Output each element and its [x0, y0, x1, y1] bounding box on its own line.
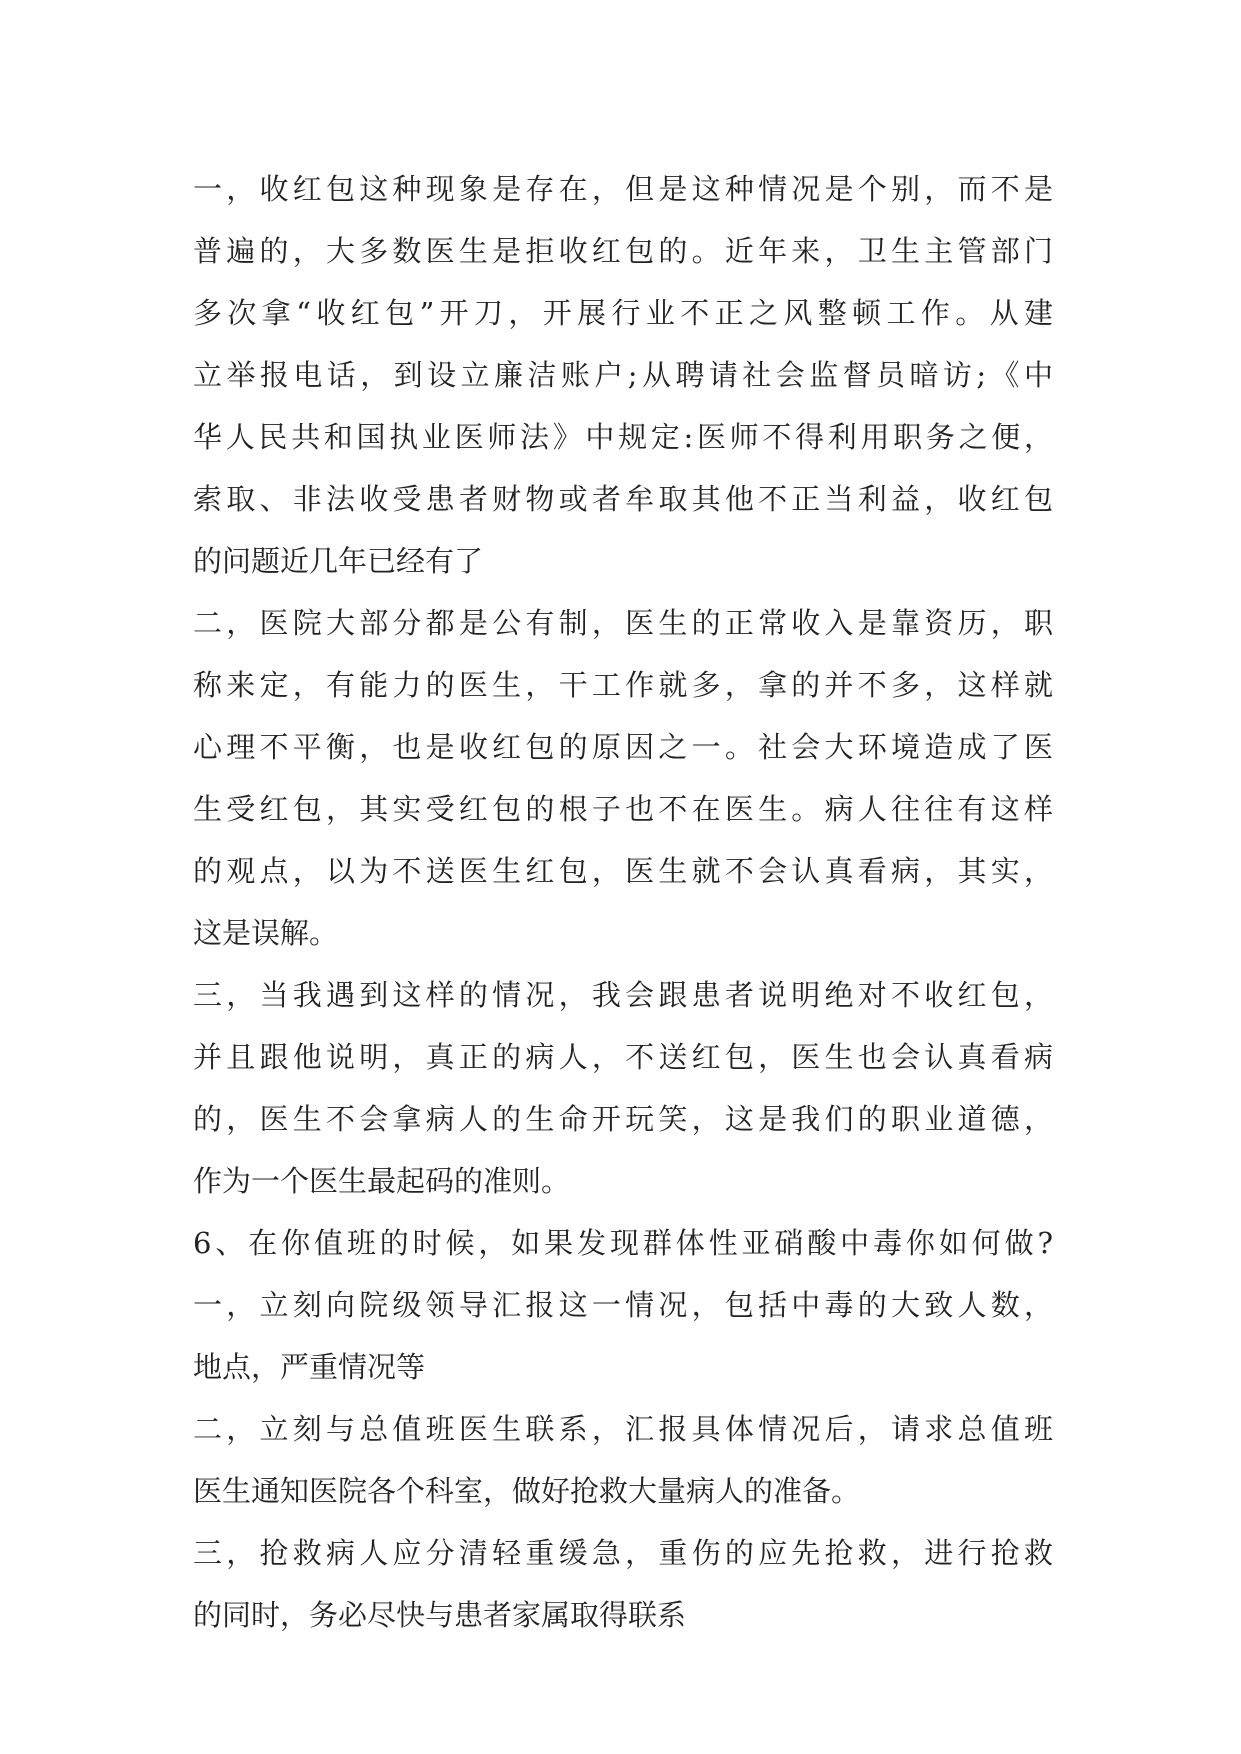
text-line: 6、在你值班的时候，如果发现群体性亚硝酸中毒你如何做? — [193, 1226, 1053, 1260]
text-line: 三，抢救病人应分清轻重缓急，重伤的应先抢救，进行抢救 — [193, 1536, 1053, 1570]
text-line: 并且跟他说明，真正的病人，不送红包，医生也会认真看病 — [193, 1040, 1053, 1074]
text-line: 的，医生不会拿病人的生命开玩笑，这是我们的职业道德， — [193, 1102, 1053, 1136]
text-line: 的问题近几年已经有了 — [193, 544, 484, 578]
text-line: 生受红包，其实受红包的根子也不在医生。病人往往有这样 — [193, 792, 1053, 826]
document-body — [193, 158, 1053, 1646]
text-line: 地点，严重情况等 — [193, 1350, 426, 1384]
text-line: 三，当我遇到这样的情况，我会跟患者说明绝对不收红包， — [193, 978, 1053, 1012]
text-line: 立举报电话，到设立廉洁账户;从聘请社会监督员暗访;《中 — [193, 358, 1053, 392]
text-line: 索取、非法收受患者财物或者牟取其他不正当利益，收红包 — [193, 482, 1053, 516]
text-line: 华人民共和国执业医师法》中规定:医师不得利用职务之便， — [193, 420, 1053, 454]
text-line: 多次拿“收红包”开刀，开展行业不正之风整顿工作。从建 — [193, 296, 1053, 330]
text-line: 作为一个医生最起码的准则。 — [193, 1164, 571, 1198]
text-line: 的同时，务必尽快与患者家属取得联系 — [193, 1598, 687, 1632]
text-line: 医生通知医院各个科室，做好抢救大量病人的准备。 — [193, 1474, 861, 1508]
text-line: 二，立刻与总值班医生联系，汇报具体情况后，请求总值班 — [193, 1412, 1053, 1446]
text-line: 心理不平衡，也是收红包的原因之一。社会大环境造成了医 — [193, 730, 1053, 764]
text-line: 一，收红包这种现象是存在，但是这种情况是个别，而不是 — [193, 172, 1053, 206]
text-line: 这是误解。 — [193, 916, 339, 950]
text-line: 普遍的，大多数医生是拒收红包的。近年来，卫生主管部门 — [193, 234, 1053, 268]
text-line: 称来定，有能力的医生，干工作就多，拿的并不多，这样就 — [193, 668, 1053, 702]
text-line: 二，医院大部分都是公有制，医生的正常收入是靠资历，职 — [193, 606, 1053, 640]
text-line: 一，立刻向院级领导汇报这一情况，包括中毒的大致人数， — [193, 1288, 1053, 1322]
text-line: 的观点，以为不送医生红包，医生就不会认真看病，其实， — [193, 854, 1053, 888]
